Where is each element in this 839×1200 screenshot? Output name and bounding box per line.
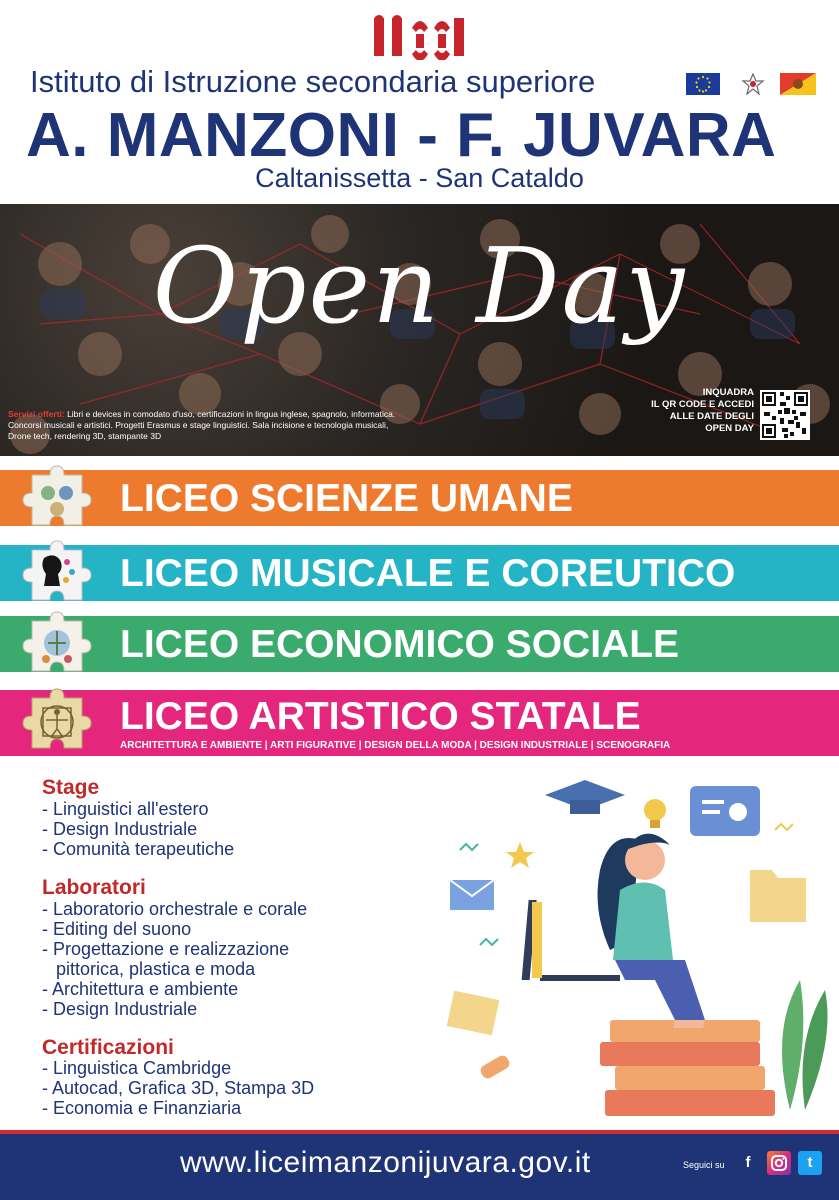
certificazioni-title: Certificazioni xyxy=(42,1036,174,1059)
puzzle-piece-icon xyxy=(22,538,92,608)
list-item: - Economia e Finanziaria xyxy=(42,1098,242,1118)
iiss-logo xyxy=(372,14,466,60)
list-item: - Comunità terapeutiche xyxy=(42,839,235,859)
website-link[interactable]: www.liceimanzonijuvara.gov.it xyxy=(180,1146,591,1179)
list-item: - Linguistica Cambridge xyxy=(42,1058,232,1078)
list-item: pittorica, plastica e moda xyxy=(56,959,256,979)
stage-title: Stage xyxy=(42,776,100,799)
services-line: Concorsi musicali e artistici. Progetti Erasmus e stage linguistici. Sala incisione e tecnologia musicali, xyxy=(8,420,389,430)
services-line: Drone tech, rendering 3D, stampante 3D xyxy=(8,431,162,441)
course-name: LICEO MUSICALE E COREUTICO xyxy=(120,552,736,595)
sicily-flag-icon xyxy=(780,73,816,95)
puzzle-piece-icon xyxy=(22,463,92,533)
services-label: Servizi offerti: xyxy=(8,409,65,419)
course-band-scienze-umane xyxy=(0,470,839,526)
list-item: - Architettura e ambiente xyxy=(42,979,239,999)
qr-code[interactable] xyxy=(760,390,810,440)
services-offered xyxy=(8,409,498,442)
list-item: - Design Industriale xyxy=(42,999,198,1019)
institute-type: Istituto di Istruzione secondaria superiore xyxy=(30,64,596,99)
course-band-musicale xyxy=(0,545,839,601)
course-subtitle: ARCHITETTURA E AMBIENTE | ARTI FIGURATIVE | DESIGN DELLA MODA | DESIGN INDUSTRIALE | SCENOGRAFIA xyxy=(120,740,671,751)
list-item: - Laboratorio orchestrale e corale xyxy=(42,899,308,919)
qr-instructions xyxy=(630,387,754,435)
services-line: Libri e devices in comodato d'uso, certificazioni in lingua inglese, spagnolo, informatica. xyxy=(67,409,396,419)
course-band-economico-sociale xyxy=(0,616,839,672)
follow-label: Seguici su xyxy=(683,1160,725,1170)
instagram-icon[interactable] xyxy=(767,1151,791,1175)
qr-line: IL QR CODE E ACCEDI xyxy=(651,399,754,410)
qr-line: OPEN DAY xyxy=(705,423,754,434)
laboratori-title: Laboratori xyxy=(42,876,146,899)
italian-emblem-icon xyxy=(741,73,765,95)
open-day-title: Open Day xyxy=(152,225,687,347)
list-item: - Autocad, Grafica 3D, Stampa 3D xyxy=(42,1078,315,1098)
student-laptop-illustration xyxy=(420,770,839,1130)
list-item: - Editing del suono xyxy=(42,919,192,939)
course-name: LICEO SCIENZE UMANE xyxy=(120,477,573,520)
list-item: - Linguistici all'estero xyxy=(42,799,209,819)
puzzle-piece-icon xyxy=(22,609,92,679)
course-name: LICEO ARTISTICO STATALE xyxy=(120,695,641,738)
qr-line: ALLE DATE DEGLI xyxy=(669,411,754,422)
puzzle-piece-icon xyxy=(22,686,92,756)
list-item: - Design Industriale xyxy=(42,819,198,839)
facebook-icon[interactable]: f xyxy=(736,1151,760,1175)
list-item: - Progettazione e realizzazione xyxy=(42,939,290,959)
twitter-icon[interactable]: t xyxy=(798,1151,822,1175)
school-location: Caltanissetta - San Cataldo xyxy=(255,163,584,193)
course-name: LICEO ECONOMICO SOCIALE xyxy=(120,623,680,666)
eu-flag-icon xyxy=(686,73,720,95)
school-name: A. MANZONI - F. JUVARA xyxy=(26,101,777,170)
course-band-artistico xyxy=(0,690,839,756)
qr-line: INQUADRA xyxy=(702,387,754,398)
